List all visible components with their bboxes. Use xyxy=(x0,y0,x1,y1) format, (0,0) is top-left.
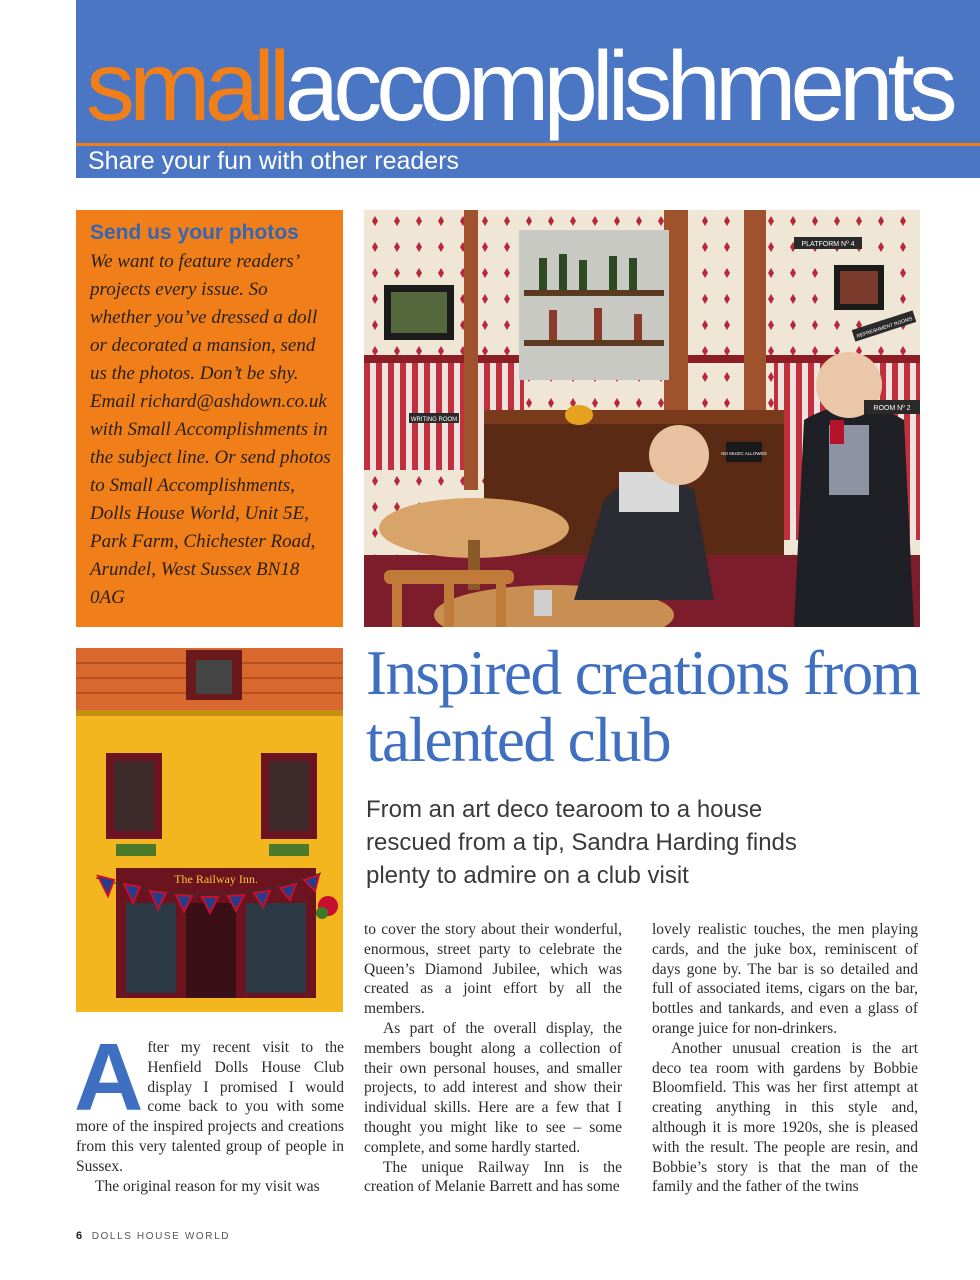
article-headline: Inspired creations from talented club xyxy=(366,638,920,775)
page-footer xyxy=(76,1230,230,1242)
col2-paragraph-2: As part of the overall display, the members bought along a collection of their own personal houses, and smaller projects, to add interest and show their individual skills. Here are a few that I thought you might like to see – some complete, and some hardly started. xyxy=(364,1019,622,1156)
col1-paragraph-2: The original reason for my visit was xyxy=(95,1177,320,1195)
callout-title: Send us your photos xyxy=(90,221,299,244)
railway-inn-house-photo xyxy=(76,648,343,1012)
article-deck: From an art deco tearoom to a house rescued from a tip, Sandra Harding finds plenty to admire on a club visit xyxy=(366,796,797,889)
section-masthead xyxy=(86,31,952,141)
send-photos-callout xyxy=(76,210,343,627)
platform-sign: PLATFORM Nº 4 xyxy=(801,241,855,248)
room-2-sign: ROOM Nº 2 xyxy=(873,405,911,412)
drop-cap: A xyxy=(74,1024,144,1131)
inn-fascia-sign: The Railway Inn. xyxy=(174,872,258,886)
col2-paragraph-3: The unique Railway Inn is the creation of Melanie Barrett and has some xyxy=(364,1158,622,1196)
bar-scene-illustration xyxy=(364,210,920,627)
dolls-house-illustration xyxy=(76,648,343,1012)
col3-paragraph-1: lovely realistic touches, the men playing cards, and the juke box, reminiscent of days gone by. The bar is so detailed and full of associated items, cigars on the bar, bottles and tankards, and even a glass of orange juice for non-drinkers. xyxy=(652,921,918,1037)
masthead-banner xyxy=(76,0,980,178)
col2-paragraph-1: to cover the story about their wonderful, enormous, street party to celebrate the Queen’s Diamond Jubilee, which was created as a joint effort by all the members. xyxy=(364,921,622,1018)
no-music-sign: NO MUSIC ALLOWED xyxy=(721,451,767,456)
masthead-part-small: small xyxy=(86,31,285,141)
masthead-part-accomplishments: accomplishments xyxy=(284,31,952,141)
body-column-2 xyxy=(364,920,622,1197)
writing-room-sign: WRITING ROOM xyxy=(410,417,458,423)
col3-paragraph-2: Another unusual creation is the art deco tea room with gardens by Bobbie Bloomfield. This was her first attempt at creating anything in this style and, although it is more 1920s, she is pleased with the result. The people are resin, and Bobbie’s story is that the man of the family and the father of the twins xyxy=(652,1039,918,1196)
publication-name: DOLLS HOUSE WORLD xyxy=(91,1231,231,1242)
col1-paragraph-1: fter my recent visit to the Henfield Dolls House Club display I promised I would come back to you with some more of the inspired projects and creations from this very talented group of people in Sussex. xyxy=(76,1039,344,1175)
body-column-3 xyxy=(652,920,918,1197)
body-column-1 xyxy=(74,1024,344,1196)
refreshment-rooms-sign: REFRESHMENT ROOMS xyxy=(855,316,914,340)
page-number: 6 xyxy=(76,1230,84,1242)
railway-inn-bar-photo xyxy=(364,210,920,627)
callout-body: We want to feature readers’ projects every issue. So whether you’ve dressed a doll or decorated a mansion, send us the photos. Don’t be shy. Email richard@ashdown.co.uk with Small Accomplishments in the subject line. Or send photos to Small Accomplishments, Dolls House World, Unit 5E, Park Farm, Chichester Road, Arundel, West Sussex BN18 0AG xyxy=(90,251,331,608)
section-tagline: Share your fun with other readers xyxy=(88,147,460,175)
